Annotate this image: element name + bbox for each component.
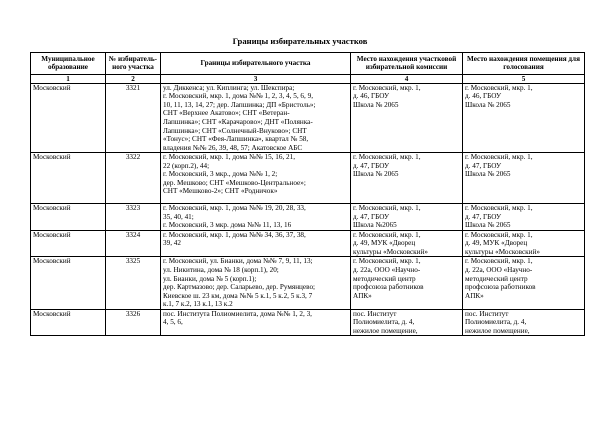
- cell-voting-location: пос. Институт Полиомиелита, д. 4, нежилое помещение,: [463, 309, 585, 336]
- cell-commission-location: г. Московский, мкр. 1, д. 47, ГБОУ Школа № 2065: [351, 153, 463, 204]
- table-row: [31, 204, 585, 231]
- cell-voting-location: г. Московский, мкр. 1, д. 22а, ООО «Научно- методический центр профсоюза работников АПК»: [463, 257, 585, 309]
- column-number: 2: [106, 74, 161, 83]
- table-row: [31, 230, 585, 257]
- cell-voting-location: г. Московский, мкр. 1, д. 46, ГБОУ Школа № 2065: [463, 83, 585, 152]
- cell-boundaries: г. Московский, мкр. 1, дома №№ 15, 16, 21, 22 (корп.2), 44; г. Московский, 3 мкр., дома №№ 1, 2; дер. Мешково; СНТ «Мешково-Центральное»; СНТ «Мешково-2»; СНТ «Родничок»: [161, 153, 351, 204]
- table-header-row: [31, 53, 585, 75]
- cell-municipality: Московский: [31, 204, 106, 231]
- cell-commission-location: г. Московский, мкр. 1, д. 22а, ООО «Научно- методический центр профсоюза работников АПК»: [351, 257, 463, 309]
- document-title: Границы избирательных участков: [232, 36, 368, 46]
- cell-precinct-number: 3323: [106, 204, 161, 231]
- table-row: [31, 83, 585, 152]
- column-number: 5: [463, 74, 585, 83]
- cell-voting-location: г. Московский, мкр. 1, д. 49, МУК «Дворец культуры «Московский»: [463, 230, 585, 257]
- cell-precinct-number: 3326: [106, 309, 161, 336]
- cell-voting-location: г. Московский, мкр. 1, д. 47, ГБОУ Школа № 2065: [463, 153, 585, 204]
- cell-municipality: Московский: [31, 153, 106, 204]
- table-row: [31, 309, 585, 336]
- header-municipality: Муниципальное образование: [31, 53, 106, 75]
- cell-boundaries: г. Московский, ул. Бианки, дома №№ 7, 9, 11, 13; ул. Никитина, дома № 18 (корп.1), 20; ул. Бианки, дома № 5 (корп.1); дер. Картмазово; дер. Саларьево, дер. Румянцево; Киевское ш. 23 км, дома №№ 5 к.1, 5 к.2, 5 к.3, 7 к.1, 7 к.2, 13 к.1, 13 к.2: [161, 257, 351, 309]
- column-number: 1: [31, 74, 106, 83]
- cell-voting-location: г. Московский, мкр. 1, д. 47, ГБОУ Школа № 2065: [463, 204, 585, 231]
- cell-boundaries: г. Московский, мкр. 1, дома №№ 19, 20, 28, 33, 35, 40, 41; г. Московский, 3 мкр. дома №№ 11, 13, 16: [161, 204, 351, 231]
- cell-commission-location: пос. Институт Полиомиелита, д. 4, нежилое помещение,: [351, 309, 463, 336]
- header-commission-location: Место нахождения участковой избирательной комиссии: [351, 53, 463, 75]
- cell-boundaries: пос. Института Полиомиелита, дома №№ 1, 2, 3, 4, 5, 6,: [161, 309, 351, 336]
- cell-boundaries: г. Московский, мкр. 1, дома №№ 34, 36, 37, 38, 39, 42: [161, 230, 351, 257]
- precincts-table: [30, 52, 585, 336]
- cell-precinct-number: 3324: [106, 230, 161, 257]
- cell-municipality: Московский: [31, 257, 106, 309]
- cell-municipality: Московский: [31, 230, 106, 257]
- table-row: [31, 257, 585, 309]
- cell-commission-location: г. Московский, мкр. 1, д. 49, МУК «Дворец культуры «Московский»: [351, 230, 463, 257]
- column-number-row: [31, 74, 585, 83]
- header-voting-location: Место нахождения помещения для голосования: [463, 53, 585, 75]
- column-number: 4: [351, 74, 463, 83]
- cell-boundaries: ул. Диккенса; ул. Киплинга; ул. Шекспира; г. Московский, мкр. 1, дома №№ 1, 2, 3, 4, 5, 6, 9, 10, 11, 13, 14, 27; дер. Лапшинка; ДП «Бристоль»; СНТ «Верхнее Акатово»; СНТ «Ветеран- Лапшинка»; СНТ «Карачарово»; ДНТ «Полянка- Лапшинка»; СНТ «Солнечный-Внуково»; СНТ «Тонус»; СНТ «Фея-Лапшинка», квартал № 58, владения №№ 26, 39, 48, 57; Акатовское АБС: [161, 83, 351, 152]
- header-precinct-number: № избиратель-ного участка: [106, 53, 161, 75]
- cell-commission-location: г. Московский, мкр. 1, д. 46, ГБОУ Школа № 2065: [351, 83, 463, 152]
- cell-precinct-number: 3322: [106, 153, 161, 204]
- cell-precinct-number: 3325: [106, 257, 161, 309]
- header-boundaries: Границы избирательного участка: [161, 53, 351, 75]
- cell-precinct-number: 3321: [106, 83, 161, 152]
- column-number: 3: [161, 74, 351, 83]
- cell-municipality: Московский: [31, 309, 106, 336]
- cell-municipality: Московский: [31, 83, 106, 152]
- table-row: [31, 153, 585, 204]
- cell-commission-location: г. Московский, мкр. 1, д. 47, ГБОУ Школа №2065: [351, 204, 463, 231]
